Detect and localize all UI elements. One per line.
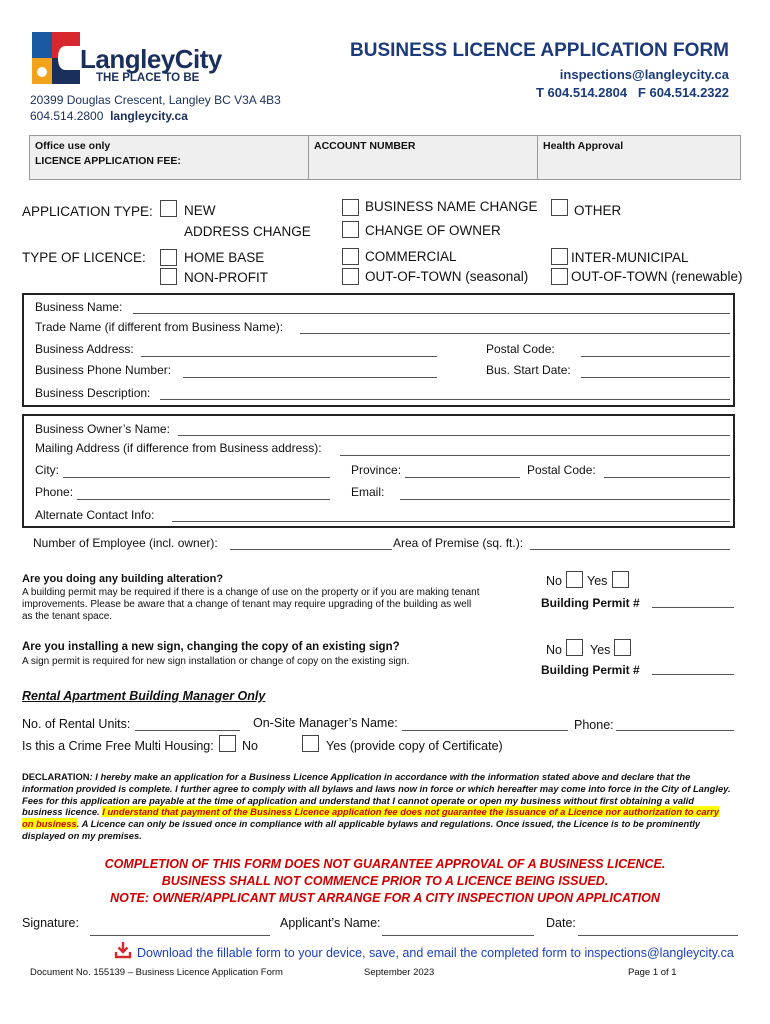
sign-permit-number-field[interactable] [652, 674, 734, 675]
city-address: 20399 Douglas Crescent, Langley BC V3A 4B3 604.514.2800 langleycity.ca [30, 93, 281, 123]
download-icon[interactable] [114, 941, 132, 959]
business-postal-code-field[interactable] [581, 356, 730, 357]
new-checkbox[interactable] [160, 200, 177, 217]
business-name-change-checkbox[interactable] [342, 199, 359, 216]
langley-city-logo-icon [32, 32, 80, 84]
signature-field[interactable] [90, 935, 270, 936]
owner-email-field[interactable] [400, 499, 730, 500]
sign-no-checkbox[interactable] [566, 639, 583, 656]
business-name-field[interactable] [133, 313, 730, 314]
owner-name-field[interactable] [178, 435, 730, 436]
alteration-no-checkbox[interactable] [566, 571, 583, 588]
out-of-town-seasonal-checkbox[interactable] [342, 268, 359, 285]
approval-warning: COMPLETION OF THIS FORM DOES NOT GUARANTEE APPROVAL OF A BUSINESS LICENCE. BUSINESS SHALL NOT COMMENCE PRIOR TO A LICENCE BEING ISSUED. NOTE: OWNER/APPLICANT MUST ARRANGE FOR A CITY INSPECTION UPON APPLICATION [104, 857, 666, 905]
office-use-box: Office use only LICENCE APPLICATION FEE: ACCOUNT NUMBER Health Approval [29, 135, 741, 180]
type-of-licence-label: TYPE OF LICENCE: [22, 250, 146, 265]
download-fillable-form-link[interactable]: Download the fillable form to your device, save, and email the completed form to inspections@langleycity.ca [137, 946, 734, 960]
building-alteration-question: Are you doing any building alteration? [22, 573, 224, 585]
form-title: BUSINESS LICENCE APPLICATION FORM [350, 40, 729, 61]
business-address-field[interactable] [141, 356, 437, 357]
trade-name-field[interactable] [300, 333, 730, 334]
sign-yes-checkbox[interactable] [614, 639, 631, 656]
business-phone-field[interactable] [183, 377, 437, 378]
owner-phone-field[interactable] [77, 499, 330, 500]
premise-area-field[interactable] [530, 549, 730, 550]
manager-name-field[interactable] [402, 730, 568, 731]
employee-count-field[interactable] [230, 549, 392, 550]
city-field[interactable] [63, 477, 330, 478]
date-field[interactable] [578, 935, 738, 936]
rental-section-heading: Rental Apartment Building Manager Only [22, 689, 266, 703]
owner-postal-code-field[interactable] [604, 477, 730, 478]
business-start-date-field[interactable] [581, 377, 730, 378]
change-of-owner-checkbox[interactable] [342, 221, 359, 238]
alteration-permit-number-field[interactable] [652, 607, 734, 608]
tagline: THE PLACE TO BE [96, 72, 200, 84]
sign-question: Are you installing a new sign, changing the copy of an existing sign? [22, 641, 400, 653]
document-date: September 2023 [364, 967, 435, 978]
non-profit-checkbox[interactable] [160, 268, 177, 285]
alternate-contact-field[interactable] [172, 521, 730, 522]
commercial-checkbox[interactable] [342, 248, 359, 265]
page-number: Page 1 of 1 [628, 967, 677, 978]
alteration-yes-checkbox[interactable] [612, 571, 629, 588]
crime-free-yes-checkbox[interactable] [302, 735, 319, 752]
business-description-field[interactable] [160, 399, 730, 400]
other-checkbox[interactable] [551, 199, 568, 216]
inter-municipal-checkbox[interactable] [551, 248, 568, 265]
declaration-text: DECLARATION: I hereby make an application for a Business Licence Application in accordance with the information stated above and declare that the information provided is complete. I further agree to comply with all bylaws and laws now in force or which hereafter may come into force in the City of Langley. Fees for this application are payable at the time of application and understand that I cannot operate or open my business without first obtaining a valid business licence. I understand that payment of the Business Licence application fee does not guarantee the issuance of a Licence nor authorization to carry on business. A Licence can only be issued once in compliance with all applicable bylaws and regulations. Once issued, the Licence is to be prominently displayed on my premises. [22, 771, 731, 841]
out-of-town-renewable-checkbox[interactable] [551, 268, 568, 285]
province-field[interactable] [405, 477, 520, 478]
manager-phone-field[interactable] [616, 730, 734, 731]
mailing-address-field[interactable] [340, 455, 730, 456]
applicant-name-field[interactable] [382, 935, 534, 936]
crime-free-no-checkbox[interactable] [219, 735, 236, 752]
home-base-checkbox[interactable] [160, 249, 177, 266]
email-link[interactable]: inspections@langleycity.ca [559, 67, 729, 82]
contact-info: inspections@langleycity.ca T 604.514.2804 F 604.514.2322 [536, 67, 729, 100]
rental-units-field[interactable] [135, 730, 240, 731]
document-number: Document No. 155139 – Business Licence Application Form [30, 967, 283, 978]
logo-wordmark: LangleyCity [80, 44, 222, 74]
application-type-label: APPLICATION TYPE: [22, 204, 153, 219]
